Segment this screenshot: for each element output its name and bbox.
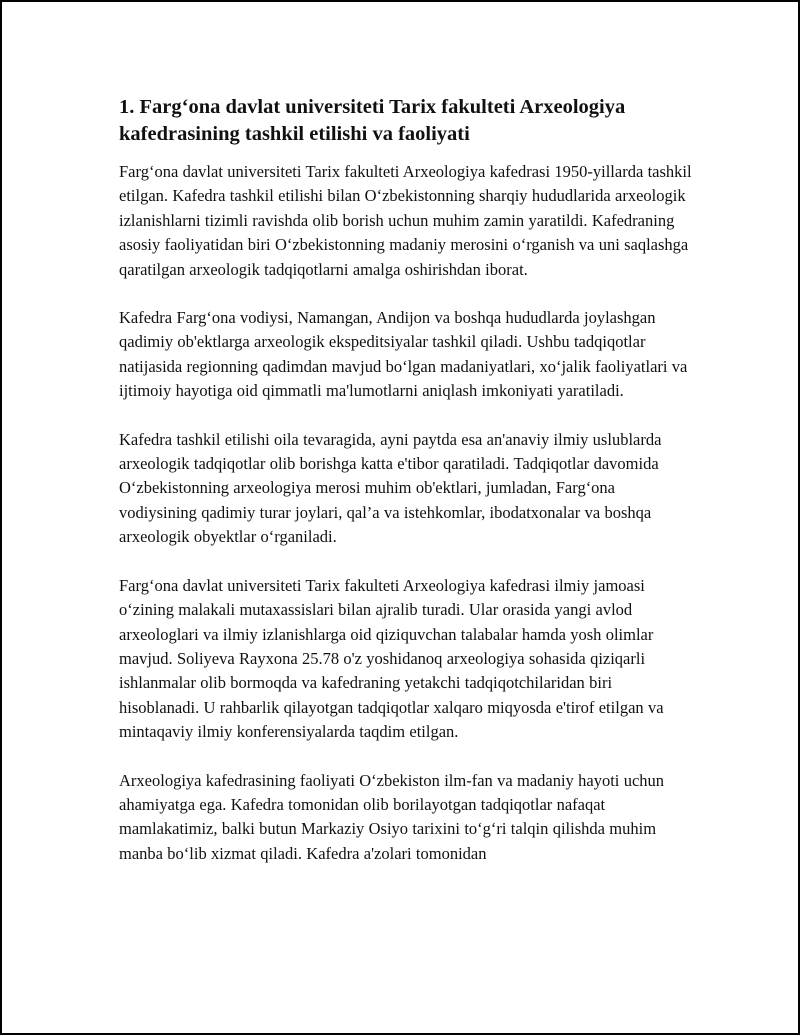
document-body bbox=[119, 94, 695, 890]
paragraph-expeditions: Kafedra Farg‘ona vodiysi, Namangan, Andijon va boshqa hududlarda joylashgan qadimiy ob'ektlarga arxeologik ekspeditsiyalar tashkil qiladi. Ushbu tadqiqotlar natijasida regionning qadimdan mavjud bo‘lgan madaniyatlari, xo‘jalik faoliyatlari va ijtimoiy hayotiga oid qimmatli ma'lumotlarni aniqlash imkoniyati yaratiladi. bbox=[119, 308, 688, 401]
paragraph-significance: Arxeologiya kafedrasining faoliyati O‘zbekiston ilm-fan va madaniy hayoti uchun ahamiyatga ega. Kafedra tomonidan olib borilayotgan tadqiqotlar nafaqat mamlakatimiz, balki butun Markaziy Osiyo tarixini to‘g‘ri talqin qilishda muhim manba bo‘lib xizmat qiladi. Kafedra a'zolari tomonidan bbox=[119, 770, 665, 863]
paragraph-research-methods: Kafedra tashkil etilishi oila tevaragida, ayni paytda esa an'anaviy ilmiy uslublarda arxeologik tadqiqotlar olib borishga katta e'tibor qaratiladi. Tadqiqotlar davomida O‘zbekistonning arxeologiya merosi muhim ob'ektlari, jumladan, Farg‘ona vodiysining qadimiy turar joylari, qal’a va istehkomlar, ibodatxonalar va boshqa arxeologik obyektlar o‘rganiladi. bbox=[119, 429, 662, 547]
paragraph-research-team: Farg‘ona davlat universiteti Tarix fakulteti Arxeologiya kafedrasi ilmiy jamoasi o‘zining malakali mutaxassislari bilan ajralib turadi. Ular orasida yangi avlod arxeologlari va ilmiy izlanishlarga oid qiziquvchan talabalar hamda yosh olimlar mavjud. Soliyeva Rayxona 25.78 o'z yoshidanoq arxeologiya sohasida qiziqarli ishlanmalar olib bormoqda va kafedraning yetakchi tadqiqotchilaridan biri hisoblanadi. U rahbarlik qilayotgan tadqiqotlar xalqaro miqyosda e'tirof etilgan va mintaqaviy ilmiy konferensiyalarda taqdim etilgan. bbox=[119, 575, 664, 742]
section-heading: 1. Farg‘ona davlat universiteti Tarix fakulteti Arxeologiya kafedrasining tashkil etilishi va faoliyati bbox=[119, 96, 626, 145]
paragraph-founding: Farg‘ona davlat universiteti Tarix fakulteti Arxeologiya kafedrasi 1950-yillarda tashkil etilgan. Kafedra tashkil etilishi bilan O‘zbekistonning sharqiy hududlarida arxeologik izlanishlarni tizimli ravishda olib borish uchun muhim zamin yaratildi. Kafedraning asosiy faoliyatidan biri O‘zbekistonning madaniy merosini o‘rganish va uni saqlashga qaratilgan arxeologik tadqiqotlarni amalga oshirishdan iborat. bbox=[119, 162, 692, 279]
